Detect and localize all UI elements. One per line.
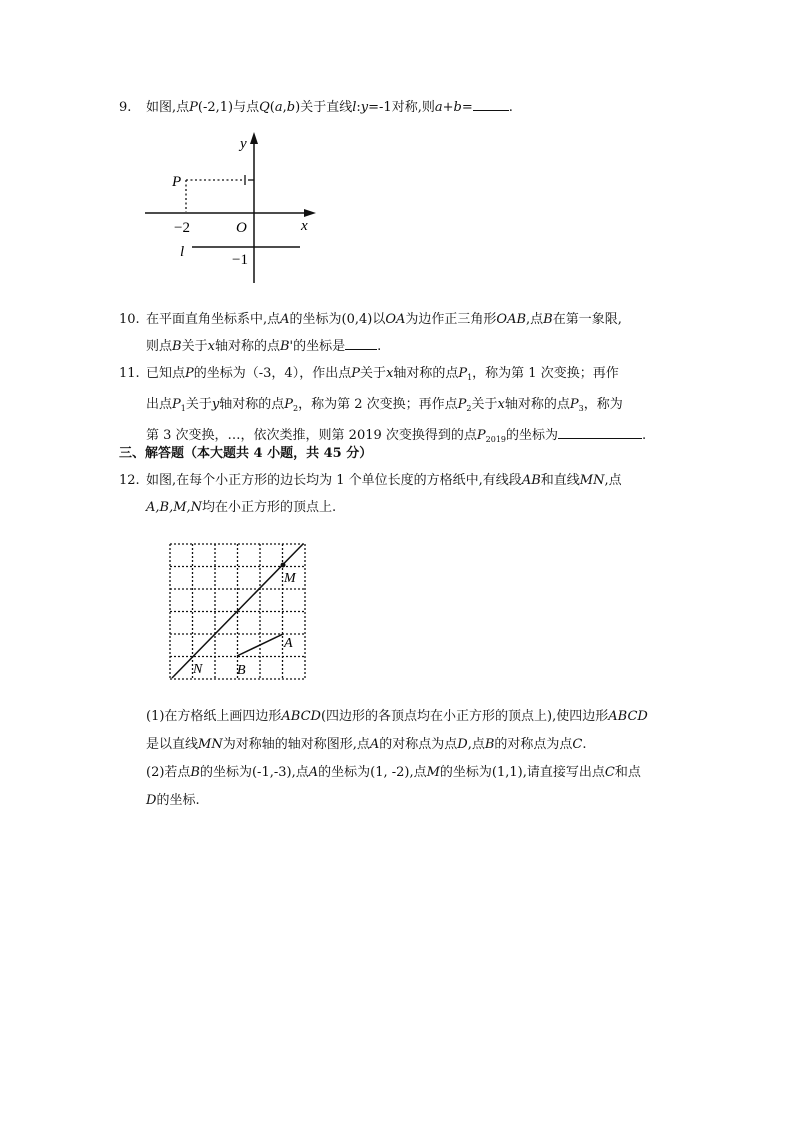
question-number: 9. xyxy=(119,100,132,115)
y-axis-arrow xyxy=(250,132,258,144)
question-number: 11. xyxy=(119,366,140,381)
q9-coordinate-figure xyxy=(140,128,330,293)
point-M xyxy=(281,563,286,568)
x-axis-arrow xyxy=(304,209,316,217)
line-l-label: l xyxy=(180,244,185,260)
tick-neg2-label: −2 xyxy=(174,220,190,236)
answer-blank[interactable] xyxy=(345,335,377,350)
y-axis-label: y xyxy=(240,136,247,152)
question-10: 10. 在平面直角坐标系中,点A的坐标为(0,4)以OA为边作正三角形OAB,点B在第一象限, 则点B关于x轴对称的点B'的坐标是 . xyxy=(119,306,679,360)
answer-blank[interactable] xyxy=(473,96,509,111)
label-N: N xyxy=(193,662,203,677)
question-11: 11. 已知点P的坐标为（-3，4），作出点P关于x轴对称的点$P_1$，称为第 1 次变换；再作 出点$P_1$关于y轴对称的点$P_2$，称为第 2 次变换；再作点$P_2$关于x轴对称的点$P_3$，称为 第 3 次变换，…，依次类推，则第 2019 次变换得到的点$P_{2019}$的坐标为 . xyxy=(119,360,679,453)
q12-grid-figure xyxy=(162,536,316,688)
question-9: 9. 如图,点P(-2,1)与点Q(a,b)关于直线l:y=-1对称,则a+b= . xyxy=(119,94,679,121)
tick-neg1-label: −1 xyxy=(232,252,248,268)
x-axis-label: x xyxy=(301,218,308,234)
point-P-label: P xyxy=(172,174,182,190)
section-heading: 三、解答题（本大题共 4 小题，共 45 分） xyxy=(119,446,373,461)
label-M: M xyxy=(284,571,296,586)
origin-label: O xyxy=(236,220,247,236)
part-1: (1)在方格纸上画四边形ABCD(四边形的各顶点均在小正方形的顶点上),使四边形ABCD xyxy=(146,709,648,724)
label-B: B xyxy=(237,663,246,678)
label-A: A xyxy=(284,636,293,651)
answer-blank[interactable] xyxy=(558,424,642,439)
question-number: 10. xyxy=(119,312,140,327)
question-number: 12. xyxy=(119,473,140,488)
question-12-parts: (1)在方格纸上画四边形ABCD(四边形的各顶点均在小正方形的顶点上),使四边形ABCD 是以直线MN为对称轴的轴对称图形,点A的对称点为点D,点B的对称点为点C. (2)若点B的坐标为(-1,-3),点A的坐标为(1, -2),点M的坐标为(1,1),请直接写出点C和点 D的坐标. xyxy=(146,703,686,815)
part-2: (2)若点B的坐标为(-1,-3),点A的坐标为(1, -2),点M的坐标为(1,1),请直接写出点C和点 xyxy=(146,765,641,780)
question-12: 12. 如图,在每个小正方形的边长均为 1 个单位长度的方格纸中,有线段AB和直线MN,点 A,B,M,N均在小正方形的顶点上. xyxy=(119,467,679,521)
